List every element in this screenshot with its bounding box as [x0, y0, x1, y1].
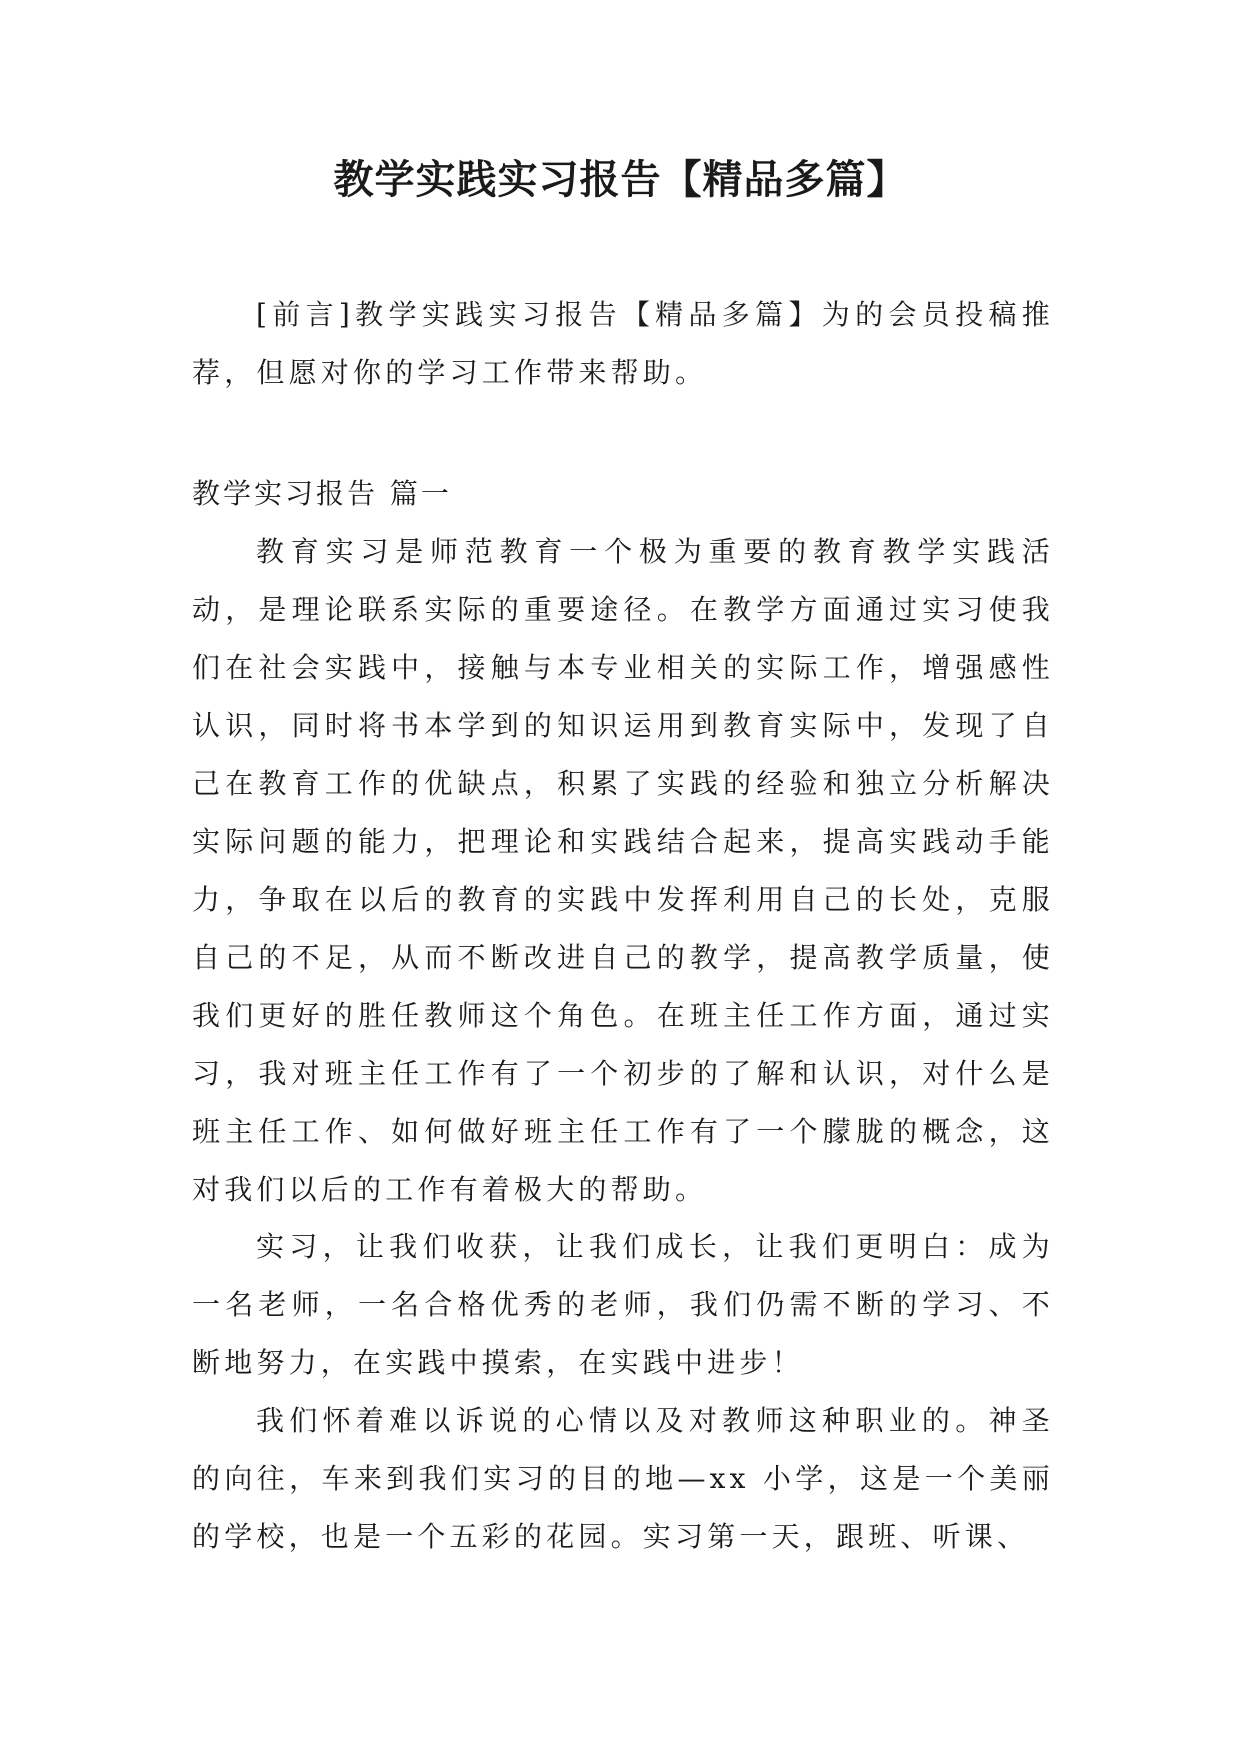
body-paragraph: 实习，让我们收获，让我们成长，让我们更明白：成为一名老师，一名合格优秀的老师，我们仍需不断的学习、不断地努力，在实践中摸索，在实践中进步！ — [192, 1230, 1054, 1379]
intro-paragraph: [前言]教学实践实习报告【精品多篇】为的会员投稿推荐，但愿对你的学习工作带来帮助。 — [192, 298, 1054, 389]
body-paragraph: 教育实习是师范教育一个极为重要的教育教学实践活动，是理论联系实际的重要途径。在教学方面通过实习使我们在社会实践中，接触与本专业相关的实际工作，增强感性认识，同时将书本学到的知识运用到教育实际中，发现了自己在教育工作的优缺点，积累了实践的经验和独立分析解决实际问题的能力，把理论和实践结合起来，提高实践动手能力，争取在以后的教育的实践中发挥利用自己的长处，克服自己的不足，从而不断改进自己的教学，提高教学质量，使我们更好的胜任教师这个角色。在班主任工作方面，通过实习，我对班主任工作有了一个初步的了解和认识，对什么是班主任工作、如何做好班主任工作有了一个朦胧的概念，这对我们以后的工作有着极大的帮助。 — [192, 535, 1054, 1206]
document-title: 教学实践实习报告【精品多篇】 — [333, 156, 908, 203]
body-paragraph: 我们怀着难以诉说的心情以及对教师这种职业的。神圣的向往，车来到我们实习的目的地—xx 小学，这是一个美丽的学校，也是一个五彩的花园。实习第一天，跟班、听课、 — [192, 1404, 1054, 1553]
section-heading: 教学实习报告 篇一 — [192, 477, 452, 510]
